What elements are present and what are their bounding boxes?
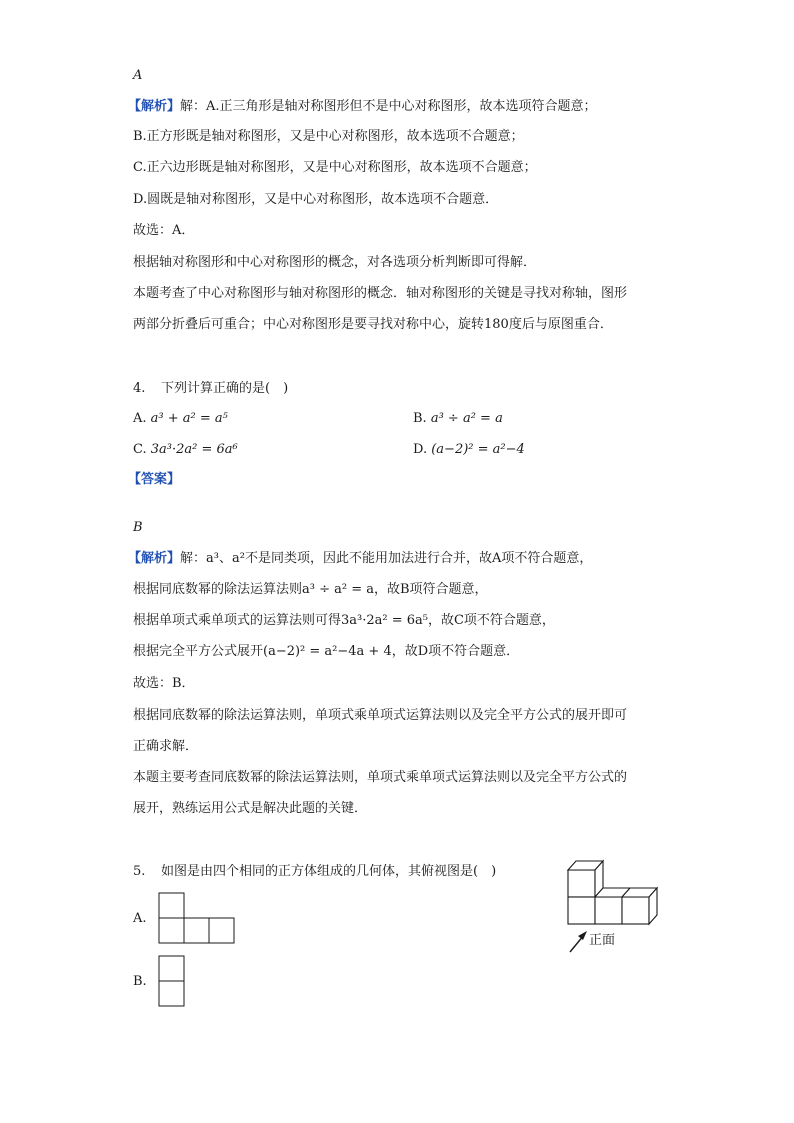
cube-top-front bbox=[568, 870, 595, 897]
q4-answer-tag: 【答案】 bbox=[128, 472, 181, 487]
q3-analysis-line-4: D.圆既是轴对称图形，又是中心对称图形，故本选项不合题意． bbox=[133, 192, 499, 207]
q4-option-a: A. a³ + a² = a⁵ bbox=[133, 411, 228, 426]
front-arrow-head bbox=[578, 931, 587, 940]
q5-option-b-label: B. bbox=[133, 974, 147, 989]
analysis-tag: 【解析】 bbox=[128, 99, 181, 114]
cube-bottom-1 bbox=[568, 897, 595, 924]
q3-summary: 根据轴对称图形和中心对称图形的概念，对各选项分析判断即可得解． bbox=[133, 255, 537, 270]
q4-option-b: B. a³ ÷ a² = a bbox=[413, 411, 503, 426]
q3-analysis-line-3: C.正六边形既是轴对称图形，又是中心对称图形，故本选项不合题意； bbox=[133, 160, 537, 175]
q5-stem: 5. 如图是由四个相同的正方体组成的几何体，其俯视图是( ) bbox=[133, 864, 497, 879]
q5-number: 5. bbox=[133, 864, 146, 879]
q3-analysis-line-1: 【解析】解：A.正三角形是轴对称图形但不是中心对称图形，故本选项符合题意； bbox=[128, 99, 597, 114]
q4-review-line-2: 展开，熟练运用公式是解决此题的关键． bbox=[133, 801, 368, 816]
q5-option-b-figure bbox=[158, 955, 188, 1009]
cube-bottom-3 bbox=[622, 897, 649, 924]
q5-option-a-label: A. bbox=[133, 911, 147, 926]
q4-analysis-line-2: 根据同底数幂的除法运算法则a³ ÷ a² = a，故B项符合题意， bbox=[133, 582, 488, 597]
q5-option-a-figure bbox=[158, 892, 238, 946]
q4-option-d: D. (a−2)² = a²−4 bbox=[413, 442, 525, 457]
q3-review-line-2: 两部分折叠后可重合；中心对称图形是要寻找对称中心，旋转180度后与原图重合． bbox=[133, 317, 613, 332]
q4-analysis-line-3: 根据单项式乘单项式的运算法则可得3a³·2a² = 6a⁵，故C项不符合题意， bbox=[133, 613, 555, 628]
analysis-tag: 【解析】 bbox=[128, 551, 181, 566]
q3-answer-letter: A bbox=[133, 68, 143, 83]
q4-review-line-1: 本题主要考查同底数幂的除法运算法则，单项式乘单项式运算法则以及完全平方公式的 bbox=[133, 770, 628, 785]
cube-bottom-2 bbox=[595, 897, 622, 924]
q4-answer-letter: B bbox=[133, 520, 143, 535]
q4-number: 4. bbox=[133, 381, 146, 396]
q4-choose: 故选：B． bbox=[133, 676, 195, 691]
q4-analysis-line-4: 根据完全平方公式展开(a−2)² = a²−4a + 4，故D项不符合题意． bbox=[133, 644, 520, 659]
q3-review-line-1: 本题考查了中心对称图形与轴对称图形的概念．轴对称图形的关键是寻找对称轴，图形 bbox=[133, 286, 628, 301]
q3-choose: 故选：A． bbox=[133, 223, 195, 238]
q4-stem: 4. 下列计算正确的是( ) bbox=[133, 381, 289, 396]
q4-summary-line-1: 根据同底数幂的除法运算法则，单项式乘单项式运算法则以及完全平方公式的展开即可 bbox=[133, 708, 628, 723]
q4-option-c: C. 3a³·2a² = 6a⁶ bbox=[133, 442, 238, 457]
q4-analysis-line-1: 【解析】解：a³、a²不是同类项，因此不能用加法进行合并，故A项不符合题意， bbox=[128, 551, 593, 566]
q3-analysis-line-2: B.正方形既是轴对称图形，又是中心对称图形，故本选项不合题意； bbox=[133, 129, 524, 144]
figure-label-front: 正面 bbox=[589, 933, 616, 948]
q4-summary-line-2: 正确求解． bbox=[133, 739, 199, 754]
